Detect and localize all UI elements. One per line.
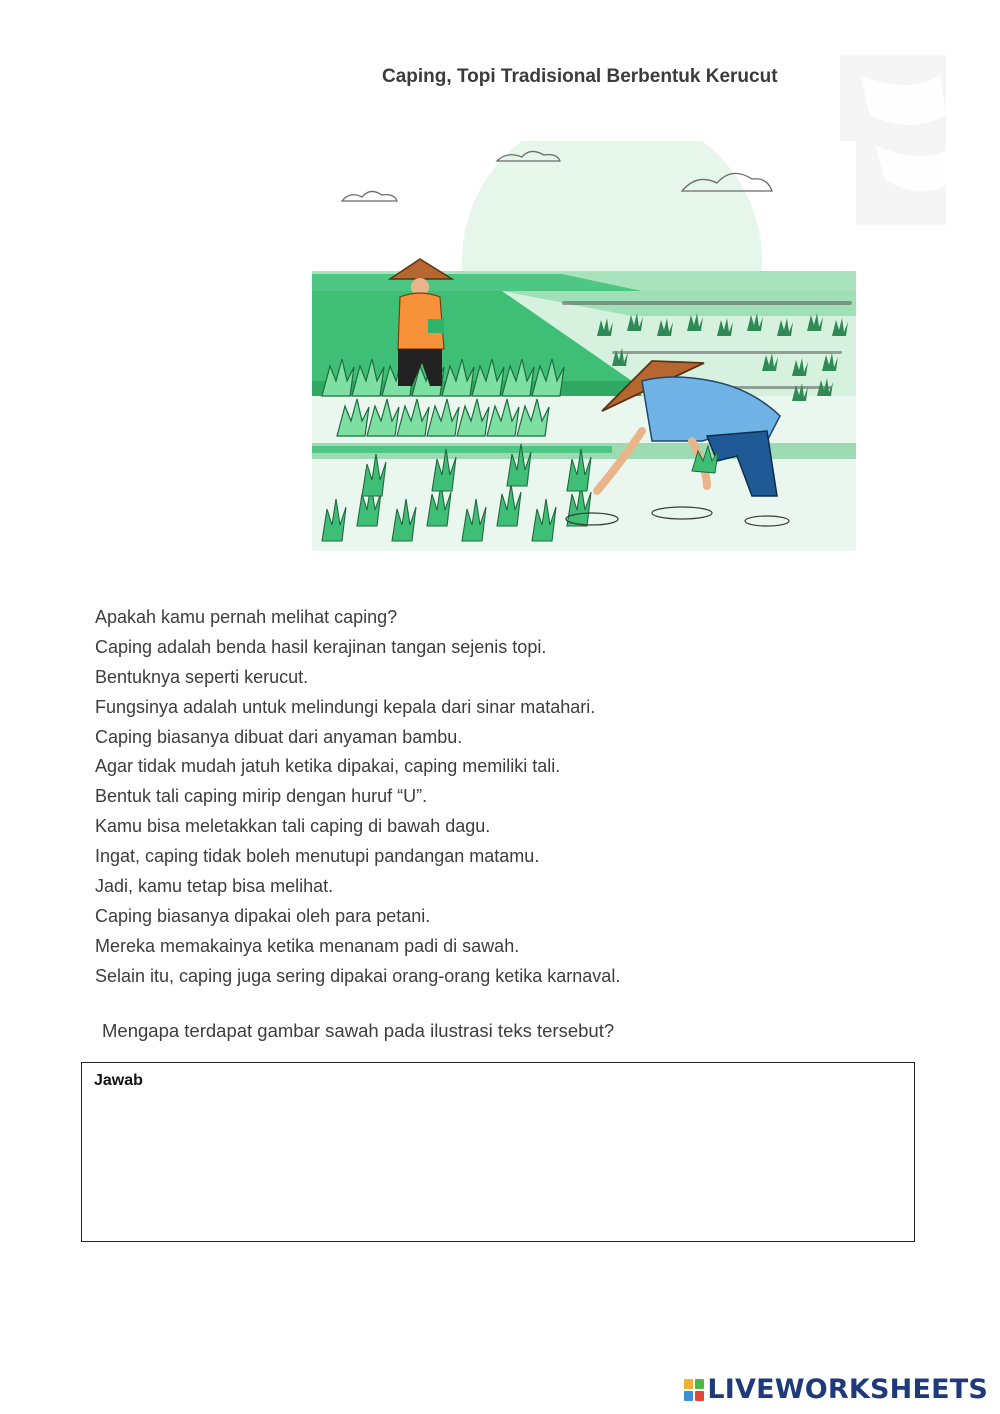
worksheet-title: Caping, Topi Tradisional Berbentuk Kerucut <box>382 66 778 87</box>
rice-field-illustration <box>312 141 856 551</box>
question-text: Mengapa terdapat gambar sawah pada ilustrasi teks tersebut? <box>102 1020 615 1041</box>
story-line: Bentuknya seperti kerucut. <box>95 666 309 687</box>
story-line: Selain itu, caping juga sering dipakai orang-orang ketika karnaval. <box>95 965 621 986</box>
story-line: Jadi, kamu tetap bisa melihat. <box>95 876 334 897</box>
story-line: Caping biasanya dipakai oleh para petani. <box>95 905 431 926</box>
story-line: Fungsinya adalah untuk melindungi kepala dari sinar matahari. <box>95 696 596 717</box>
liveworksheets-brand[interactable] <box>684 1374 988 1405</box>
story-line: Bentuk tali caping mirip dengan huruf “U”. <box>95 786 428 807</box>
story-line: Agar tidak mudah jatuh ketika dipakai, caping memiliki tali. <box>95 756 561 777</box>
story-line: Caping biasanya dibuat dari anyaman bambu. <box>95 726 463 747</box>
answer-box[interactable] <box>81 1062 915 1242</box>
story-line: Caping adalah benda hasil kerajinan tangan sejenis topi. <box>95 636 547 657</box>
story-line: Mereka memakainya ketika menanam padi di sawah. <box>95 935 520 956</box>
answer-label: Jawab <box>94 1072 143 1089</box>
story-text <box>95 603 855 992</box>
story-line: Ingat, caping tidak boleh menutupi pandangan matamu. <box>95 846 540 867</box>
brand-text: LIVEWORKSHEETS <box>707 1374 988 1405</box>
story-line: Kamu bisa meletakkan tali caping di bawah dagu. <box>95 816 491 837</box>
liveworksheets-logo-icon <box>684 1379 704 1401</box>
answer-input[interactable] <box>90 1097 906 1233</box>
story-line: Apakah kamu pernah melihat caping? <box>95 607 398 627</box>
